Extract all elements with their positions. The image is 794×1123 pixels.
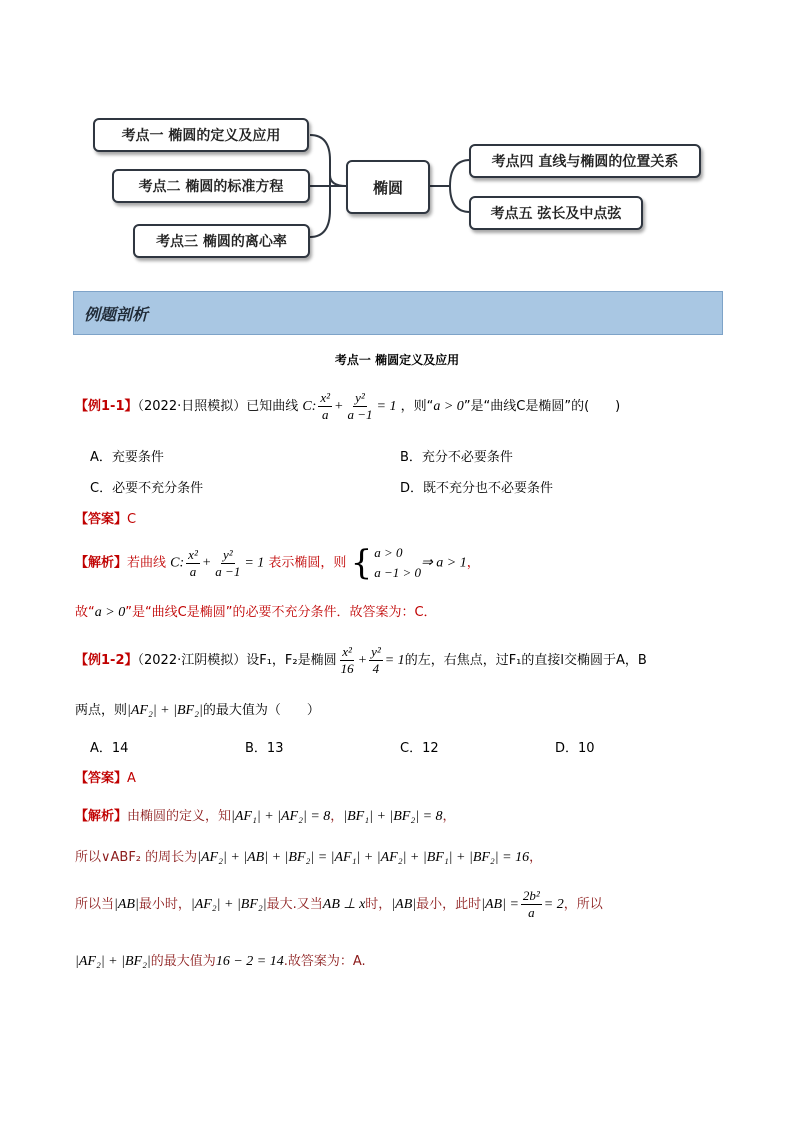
ex2-line2-pre: 两点，则 — [75, 703, 128, 718]
ex2-a4-expr: |AF₂| + |BF₂| — [75, 954, 151, 969]
ex2-a3-pre: 所以当 — [75, 897, 115, 912]
mindmap-center-label: 椭圆 — [372, 178, 403, 197]
ex1-a-plus: + — [201, 555, 212, 571]
ex2-a4-end: .故答案为：A. — [283, 954, 366, 969]
mindmap-node-topic5-label: 考点五 弦长及中点弦 — [490, 206, 622, 222]
ex1-conclusion — [75, 601, 437, 621]
ex1-tag: 【例1-1】 — [75, 399, 138, 414]
ex2-frac1-den: 16 — [340, 661, 354, 676]
section-banner-label: 例题剖析 — [84, 304, 149, 324]
ex1-frac1-den: a — [321, 407, 329, 422]
ex1-answer-value: C — [127, 512, 137, 527]
mindmap-node-topic3 — [133, 224, 310, 258]
ex2-analysis-line2 — [75, 846, 542, 866]
ex2-source: （2022·江阴模拟）设F₁，F₂是椭圆 — [137, 653, 337, 668]
ex2-option-c: C．12 — [400, 741, 439, 756]
ex2-a3-perp: AB ⊥ x — [322, 897, 366, 912]
mindmap-node-topic2 — [112, 169, 310, 203]
ex2-frac1-num: x² — [342, 644, 352, 659]
ex1-option-a: A．充要条件 — [90, 450, 164, 465]
ex2-answer-tag: 【答案】 — [75, 771, 128, 786]
ex2-a4-mid: 的最大值为 — [150, 954, 216, 969]
ex2-fraction-x — [339, 644, 356, 677]
ex1-option-c: C．必要不充分条件 — [90, 481, 204, 496]
ex2-a3-mid1: 最小时， — [138, 897, 191, 912]
ex2-analysis-line3 — [75, 888, 603, 921]
ex1-frac1-num: x² — [320, 390, 331, 405]
ex1-analysis-frac-y — [213, 547, 242, 580]
ex1-a-frac2-den: a −1 — [215, 563, 241, 579]
section-title: 考点一 椭圆定义及应用 — [334, 353, 460, 367]
ex2-tag: 【例1-2】 — [75, 653, 138, 668]
ex2-a1-end: ， — [442, 809, 456, 824]
ex1-fraction-x — [318, 390, 332, 423]
ex2-a2-end: ， — [529, 850, 543, 865]
mindmap-node-topic1 — [93, 118, 309, 152]
ex2-fraction-y — [369, 644, 383, 677]
ex1-analysis-mid: 表示椭圆，则 — [268, 555, 347, 571]
ex1-conclusion-pre: 故“ — [75, 605, 95, 620]
mindmap-node-topic4 — [469, 144, 701, 178]
ex1-a-frac2-num: y² — [222, 546, 233, 562]
ex2-plus: + — [357, 653, 368, 668]
ex1-frac2-den: a −1 — [347, 407, 373, 422]
ex2-a4-calc: 16 − 2 = 14 — [215, 954, 284, 969]
ex2-a3-mid2: 最大.又当 — [266, 897, 323, 912]
ex1-then: ，则“ — [400, 399, 434, 414]
ex2-answer-value: A — [127, 771, 136, 786]
ex2-line2-expr: |AF₂| + |BF₂| — [127, 703, 203, 718]
ex2-a1-sep: ， — [330, 809, 344, 824]
ex1-answer-tag: 【答案】 — [75, 512, 128, 527]
left-brace-icon: { — [350, 543, 373, 583]
ex2-option-b: B．13 — [245, 741, 284, 756]
ex2-a3-ab3: |AB| = — [481, 897, 519, 912]
ex1-comma: ， — [466, 555, 480, 571]
ex1-analysis-frac-x — [186, 547, 200, 580]
ex2-a3-expr: |AF₂| + |BF₂| — [190, 897, 267, 912]
ex2-a2-pre: 所以∨ABF₂ 的周长为 — [75, 850, 198, 865]
ex1-a-eq: = 1 — [244, 555, 265, 571]
ex2-rest1: 的左，右焦点，过F₁的直接l交椭圆于A，B — [404, 653, 647, 668]
ex2-line2-rest: 的最大值为（ ） — [202, 703, 320, 718]
mindmap-node-topic5 — [469, 196, 643, 230]
ex1-fraction-y — [345, 390, 374, 423]
ex2-a3-frac-num: 2b² — [522, 888, 540, 903]
ex1-conclusion-cond: a > 0 — [94, 605, 126, 620]
ex1-option-b: B．充分不必要条件 — [400, 450, 513, 465]
ex2-a3-ab: |AB| — [114, 897, 139, 912]
ex2-a1-pre: 由椭圆的定义，知 — [127, 809, 232, 824]
ex1-implies: ⇒ a > 1 — [421, 555, 467, 571]
ex2-answer — [75, 767, 136, 786]
ex1-a-frac1-num: x² — [188, 546, 198, 562]
ex1-plus: + — [334, 399, 344, 414]
ex2-a1-expr1: |AF₁| + |AF₂| = 8 — [231, 809, 331, 824]
ex1-option-d: D．既不充分也不必要条件 — [400, 481, 554, 496]
ex1-a-frac1-den: a — [189, 563, 197, 579]
ex2-eq: = 1 — [384, 653, 405, 668]
ex1-analysis-tag: 【解析】 — [75, 555, 128, 571]
ex2-question-line2 — [75, 699, 320, 719]
ex1-frac2-num: y² — [355, 390, 365, 405]
ex2-a3-mid3: 时， — [365, 897, 392, 912]
ex2-analysis-tag: 【解析】 — [75, 809, 128, 824]
ex1-cases — [351, 543, 421, 583]
ex2-a3-ab2: |AB| — [391, 897, 417, 912]
ex1-eq: = 1 — [376, 399, 397, 414]
ex2-frac2-den: 4 — [372, 661, 380, 676]
mindmap-node-topic1-label: 考点一 椭圆的定义及应用 — [121, 128, 281, 144]
ex1-source: （2022·日照模拟）已知曲线 — [137, 399, 299, 414]
mindmap-center-node — [346, 160, 430, 214]
mindmap-node-topic4-label: 考点四 直线与椭圆的位置关系 — [491, 154, 679, 170]
ex1-case2: a −1 > 0 — [374, 565, 422, 580]
mindmap-node-topic2-label: 考点二 椭圆的标准方程 — [138, 179, 284, 195]
ex2-option-d: D．10 — [555, 741, 595, 756]
ex2-analysis-line1 — [75, 805, 456, 825]
ex2-a3-fraction — [521, 888, 542, 921]
section-banner — [73, 291, 723, 335]
ex2-question-line1 — [75, 644, 647, 677]
ex1-curve-lhs: C: — [302, 399, 317, 414]
ex1-question — [75, 390, 620, 423]
ex1-cond: a > 0 — [433, 399, 464, 414]
ex2-analysis-line4 — [75, 950, 366, 970]
ex2-a3-end: ，所以 — [563, 897, 603, 912]
ex1-analysis — [75, 543, 480, 583]
ex1-answer — [75, 508, 136, 527]
mindmap-node-topic3-label: 考点三 椭圆的离心率 — [156, 234, 287, 250]
ex2-option-a: A．14 — [90, 741, 129, 756]
ex2-a2-expr: |AF₂| + |AB| + |BF₂| = |AF₁| + |AF₂| + |BF₁| + |BF₂| = 16 — [197, 850, 530, 865]
ex1-analysis-curve: C: — [170, 555, 185, 571]
ex1-analysis-pre: 若曲线 — [127, 555, 167, 571]
ex2-a3-mid4: 最小，此时 — [416, 897, 482, 912]
ex2-frac2-num: y² — [371, 644, 381, 659]
ex2-a3-eq2: = 2 — [543, 897, 564, 912]
ex1-case1: a > 0 — [374, 545, 403, 560]
ex2-a1-expr2: |BF₁| + |BF₂| = 8 — [343, 809, 443, 824]
ex1-conclusion-rest: ”是“曲线C是椭圆”的必要不充分条件．故答案为：C． — [125, 605, 437, 620]
ex1-cases-list — [374, 543, 421, 583]
ex2-a3-frac-den: a — [528, 905, 535, 920]
ex1-rest: ”是“曲线C是椭圆”的( ) — [463, 399, 621, 414]
